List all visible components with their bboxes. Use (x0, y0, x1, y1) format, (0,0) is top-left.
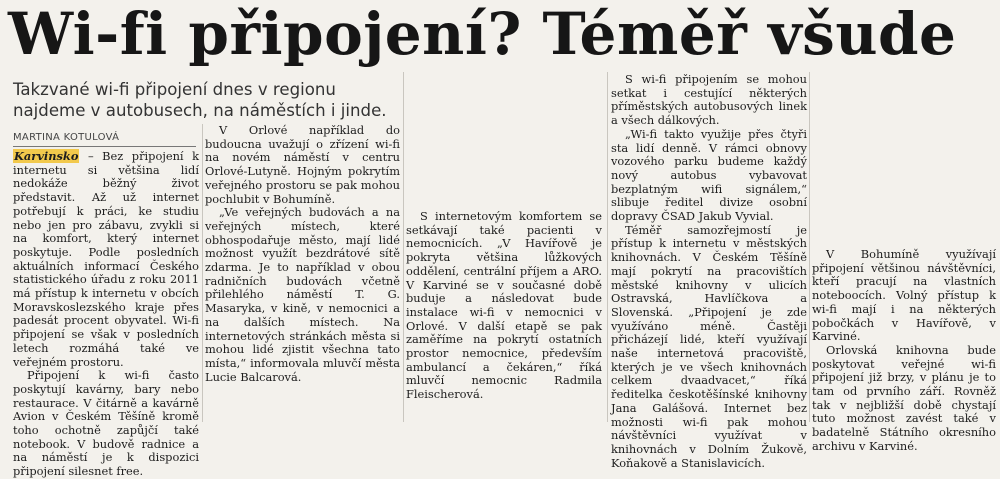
column-divider (202, 124, 203, 422)
column-divider (607, 72, 608, 422)
dateline: Karvinsko (14, 149, 79, 163)
lead-line-2: najdeme v autobusech, na náměstích i jinde. (13, 101, 387, 120)
article-column-1 (13, 150, 199, 479)
lead-line-1: Takzvané wi-fi připojení dnes v regionu (13, 80, 336, 99)
paragraph: S wi-fi připojením se mohou setkat i cestující některých příměstských autobusových linek a všech dálkových. (611, 72, 807, 128)
column-divider (403, 72, 404, 422)
paragraph: „Wi-fi takto využije přes čtyři sta lidí denně. V rámci obnovy vozového parku budeme každý nový autobus vybavovat bezplatným wifi signálem,“ slibuje ředitel divize osobní dopravy ČSAD Jakub Vyvial. (611, 126, 807, 224)
article-column-4 (611, 73, 807, 470)
lead-paragraph (13, 79, 398, 121)
paragraph: V Bohumíně využívají připojení většinou návštěvníci, kteří pracují na vlastních noteboocích. Volný přístup k wi-fi mají i na některých pobočkách v Havířově, v Karviné. (812, 247, 996, 344)
paragraph (13, 150, 199, 369)
paragraph: Orlovská knihovna bude poskytovat veřejné wi-fi připojení již brzy, v plánu je to tam od prvního září. Rovněž tak v nejbližší době chystají tuto možnost zavést také v badatelně Státního okresního archivu v Karviné. (812, 342, 996, 453)
column-divider (809, 72, 810, 422)
article-column-5 (812, 248, 996, 454)
paragraph: Téměř samozřejmostí je přístup k internetu v městských knihovnách. V Českém Těšíně mají pokrytí na pracovištích městské knihovny v ulicích Ostravská, Havlíčkova a Slovenská. „Připojení je zde využíváno méně. Častěji přicházejí lidé, kteří využívají naše internetová pracoviště, kterých je ve všech knihovnách celkem dvaadvacet,“ říká ředitelka českotěšínské knihovny Jana Galášová. Internet bez možnosti wi-fi pak mohou návštěvníci využívat v knihovnách v Dolním Žukově, Koňakově a Stanislavicích. (611, 222, 807, 470)
article-column-2 (205, 124, 400, 384)
paragraph: Připojení k wi-fi často poskytují kavárny, bary nebo restaurace. V čitárně a kavárně Avion v Českém Těšíně kromě toho ochotně zapůjčí také notebook. V budově radnice a na náměstí je k dispozici připojení silesnet free. (13, 368, 199, 479)
paragraph: V Orlové například do budoucna uvažují o zřízení wi-fi na novém náměstí v centru Orlové-Lutyně. Hojným pokrytím veřejného prostoru se pak mohou pochlubit v Bohumíně. (205, 123, 400, 206)
article-column-3 (406, 210, 602, 402)
byline-divider (13, 146, 196, 147)
byline: MARTINA KOTULOVÁ (13, 132, 120, 143)
paragraph: S internetovým komfortem se setkávají také pacienti v nemocnicích. „V Havířově je pokryta většina lůžkových oddělení, centrální příjem a ARO. V Karviné se v současné době buduje a následovat bude instalace wi-fi v nemocnici v Orlové. V další etapě se pak zaměříme na pokrytí ostatních prostor nemocnice, především ambulancí a čekáren,“ říká mluvčí nemocnic Radmila Fleischerová. (406, 209, 602, 402)
paragraph-text: – Bez připojení k internetu si většina lidí nedokáže běžný život představit. Až už internet potřebují k práci, ke studiu nebo jen pro zábavu, zvykli si na komfort, který internet poskytuje. Podle posledních aktuálních informací Českého statistického úřadu z roku 2011 má přístup k internetu v obcích Moravskoslezského kraje přes padesát procent obyvatel. Wi-fi připojení se však v posledních letech rozmáhá také ve veřejném prostoru. (13, 149, 199, 369)
headline: Wi-fi připojení? Téměř všude (8, 0, 957, 68)
paragraph: „Ve veřejných budovách a na veřejných místech, které obhospodařuje město, mají lidé možnost využít bezdrátové sítě zdarma. Je to například v obou radničních budovách včetně přilehlého náměstí T. G. Masaryka, v kině, v nemocnici a na dalších místech. Na internetových stránkách města si mohou lidé zjistit všechna tato místa,“ informovala mluvčí města Lucie Balcarová. (205, 205, 400, 384)
